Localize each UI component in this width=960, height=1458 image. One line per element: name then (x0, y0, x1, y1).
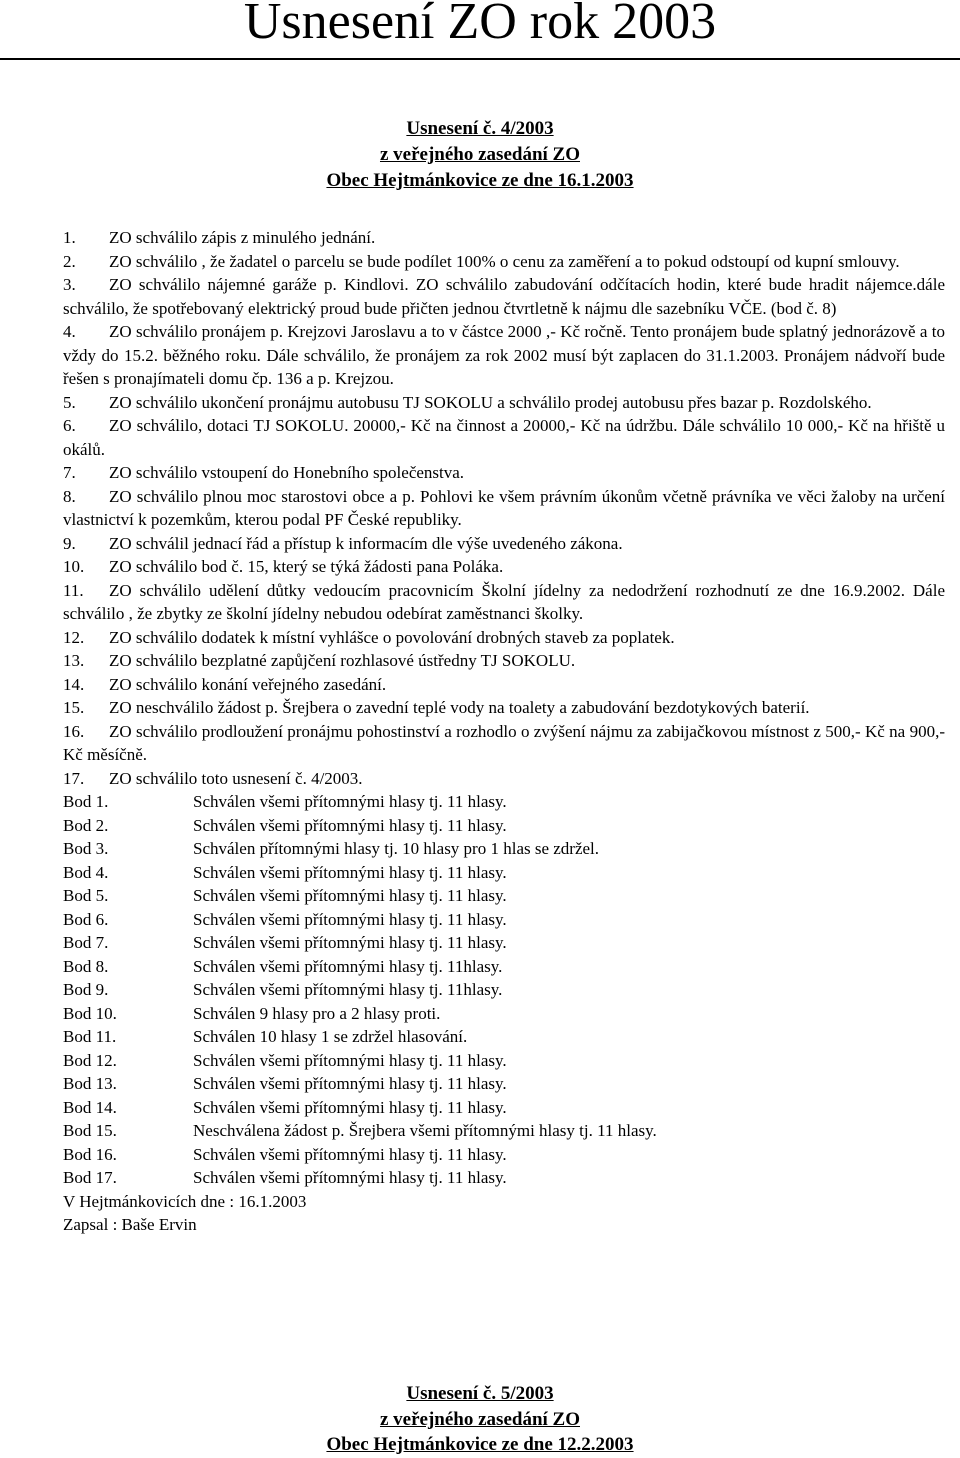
item-text: ZO schválilo vstoupení do Honebního společenstva. (109, 463, 465, 482)
resolution-item (63, 250, 945, 274)
resolution-item (63, 696, 945, 720)
vote-result: Schválen všemi přítomnými hlasy tj. 11 hlasy. (193, 862, 507, 882)
item-text: ZO schválilo pronájem p. Krejzovi Jaroslavu a to v částce 2000 ,- Kč ročně. Tento pronájem bude splatný jednorázově a to vždy do 15.2. běžného roku. Dále schválilo, že pronájem za rok 2002 musí být zaplacen do 31.1.2003. Pronájem nádvoří bude řešen s pronajímateli domu čp. 136 a p. Krejzou. (63, 322, 945, 388)
item-text: ZO schválilo prodloužení pronájmu pohostinství a rozhodlo o zvýšení nájmu za zabijačkovou místnost z 500,- Kč na 900,- Kč měsíčně. (63, 721, 945, 764)
vote-row (63, 1049, 945, 1073)
vote-bod: Bod 16. (63, 1144, 117, 1164)
resolution-item (63, 626, 945, 650)
meeting-date: Obec Hejtmánkovice ze dne 16.1.2003 (326, 170, 634, 191)
item-number: 4. (63, 322, 76, 341)
vote-results (63, 790, 945, 1190)
vote-row (63, 861, 945, 885)
vote-row (63, 1096, 945, 1120)
vote-result: Schválen 10 hlasy 1 se zdržel hlasování. (193, 1027, 468, 1046)
resolution-item (63, 320, 945, 391)
item-number: 10. (63, 557, 85, 576)
item-text: ZO schválil jednací řád a přístup k informacím dle výše uvedeného zákona. (109, 533, 623, 553)
vote-result: Schválen všemi přítomnými hlasy tj. 11 hlasy. (193, 1144, 507, 1164)
vote-row (63, 790, 945, 814)
vote-bod: Bod 17. (63, 1168, 117, 1187)
meeting-date: Obec Hejtmánkovice ze dne 12.2.2003 (326, 1434, 634, 1455)
resolution-item (63, 461, 945, 485)
vote-result: Schválen všemi přítomnými hlasy tj. 11 hlasy. (193, 1168, 507, 1187)
item-number: 3. (63, 275, 76, 294)
item-number: 2. (63, 251, 76, 271)
meeting-type: z veřejného zasedání ZO (379, 144, 580, 165)
resolution-item (63, 532, 945, 556)
item-number: 16. (63, 721, 85, 741)
vote-bod: Bod 3. (63, 839, 109, 858)
resolution-number: Usnesení č. 4/2003 (406, 118, 554, 139)
item-text: ZO schválilo bezplatné zapůjčení rozhlasové ústředny TJ SOKOLU. (109, 651, 576, 670)
item-text: ZO schválilo zápis z minulého jednání. (109, 228, 376, 247)
resolution-item (63, 673, 945, 697)
vote-bod: Bod 13. (63, 1074, 117, 1093)
vote-result: Schválen všemi přítomnými hlasy tj. 11 hlasy. (193, 792, 507, 811)
vote-result: Schválen všemi přítomnými hlasy tj. 11 hlasy. (193, 1050, 507, 1070)
item-text: ZO schválilo udělení důtky vedoucím pracovnicím Školní jídelny za nedodržení rozhodnutí ze dne 16.9.2002. Dále schválilo , že zbytky ze školní jídelny nebudou odebírat zaměstnanci školky. (63, 580, 945, 623)
resolution-item (63, 414, 945, 461)
vote-bod: Bod 14. (63, 1097, 117, 1117)
title-divider (0, 58, 960, 60)
resolution-body (63, 226, 945, 1237)
item-number: 5. (63, 392, 76, 412)
resolution-item (63, 555, 945, 579)
vote-row (63, 1025, 945, 1049)
item-text: ZO schválilo nájemné garáže p. Kindlovi. ZO schválilo zabudování odčítacích hodin, které bude hradit nájemce.dále schválilo, že spotřebovaný elektrický proud bude přičten jednou čtvrtletně k nájmu dle sazebníku VČE. (bod č. 8) (63, 275, 945, 318)
vote-result: Schválen přítomnými hlasy tj. 10 hlasy pro 1 hlas se zdržel. (193, 839, 600, 858)
vote-row (63, 814, 945, 838)
vote-row (63, 884, 945, 908)
vote-bod: Bod 10. (63, 1003, 117, 1023)
vote-row (63, 908, 945, 932)
vote-bod: Bod 1. (63, 792, 109, 811)
vote-bod: Bod 15. (63, 1121, 117, 1140)
vote-result: Schválen všemi přítomnými hlasy tj. 11hlasy. (193, 956, 503, 976)
item-text: ZO schválilo dodatek k místní vyhlášce o povolování drobných staveb za poplatek. (109, 627, 675, 647)
item-text: ZO schválilo, dotaci TJ SOKOLU. 20000,- Kč na činnost a 20000,- Kč na údržbu. Dále schválilo 10 000,- Kč na hřiště u okálů. (63, 416, 945, 459)
vote-result: Schválen všemi přítomnými hlasy tj. 11 hlasy. (193, 909, 507, 929)
vote-bod: Bod 5. (63, 886, 109, 905)
vote-result: Schválen všemi přítomnými hlasy tj. 11 hlasy. (193, 933, 507, 952)
page-title: Usnesení ZO rok 2003 (243, 0, 717, 50)
vote-bod: Bod 12. (63, 1050, 117, 1070)
vote-row (63, 1002, 945, 1026)
resolution-item (63, 649, 945, 673)
item-number: 11. (63, 580, 84, 600)
item-number: 8. (63, 486, 76, 506)
vote-row (63, 978, 945, 1002)
resolution-number: Usnesení č. 5/2003 (406, 1383, 554, 1404)
resolution-item (63, 391, 945, 415)
vote-row (63, 955, 945, 979)
item-number: 15. (63, 698, 85, 717)
vote-row (63, 1166, 945, 1190)
vote-row (63, 1143, 945, 1167)
resolution-item (63, 273, 945, 320)
resolution-item (63, 485, 945, 532)
vote-result: Schválen všemi přítomnými hlasy tj. 11 hlasy. (193, 815, 507, 835)
vote-bod: Bod 11. (63, 1027, 117, 1046)
vote-result: Schválen všemi přítomnými hlasy tj. 11 hlasy. (193, 886, 507, 905)
vote-result: Schválen všemi přítomnými hlasy tj. 11 hlasy. (193, 1074, 507, 1093)
item-number: 7. (63, 463, 76, 482)
item-text: ZO schválilo ukončení pronájmu autobusu TJ SOKOLU a schválilo prodej autobusu přes bazar p. Rozdolského. (109, 392, 872, 412)
vote-bod: Bod 4. (63, 862, 109, 882)
item-number: 13. (63, 651, 85, 670)
vote-result: Schválen všemi přítomnými hlasy tj. 11 hlasy. (193, 1097, 507, 1117)
vote-bod: Bod 7. (63, 933, 109, 952)
resolution-item (63, 226, 945, 250)
vote-bod: Bod 6. (63, 909, 109, 929)
vote-row (63, 837, 945, 861)
resolution-item (63, 579, 945, 626)
resolution-item (63, 720, 945, 767)
resolution-items (63, 226, 945, 790)
place-date: V Hejtmánkovicích dne : 16.1.2003 (63, 1191, 307, 1211)
vote-result: Neschválena žádost p. Šrejbera všemi přítomnými hlasy tj. 11 hlasy. (193, 1121, 657, 1140)
item-text: ZO schválilo toto usnesení č. 4/2003. (109, 768, 363, 788)
item-number: 12. (63, 627, 85, 647)
vote-bod: Bod 9. (63, 980, 109, 999)
item-number: 14. (63, 674, 85, 694)
item-text: ZO schválilo konání veřejného zasedání. (109, 674, 387, 694)
item-number: 17. (63, 768, 85, 788)
recorder: Zapsal : Baše Ervin (63, 1215, 197, 1234)
vote-bod: Bod 2. (63, 815, 109, 835)
vote-row (63, 1072, 945, 1096)
item-text: ZO schválilo , že žadatel o parcelu se bude podílet 100% o cenu za zaměření a to pokud odstoupí od kupní smlouvy. (109, 251, 900, 271)
item-number: 6. (63, 416, 76, 435)
vote-row (63, 931, 945, 955)
vote-result: Schválen všemi přítomnými hlasy tj. 11hlasy. (193, 980, 503, 999)
item-text: ZO schválilo plnou moc starostovi obce a p. Pohlovi ke všem právním úkonům včetně právníka ve věci žaloby na určení vlastnictví k pozemkům, kterou podal PF České republiky. (63, 486, 945, 529)
vote-bod: Bod 8. (63, 956, 109, 976)
item-number: 1. (63, 228, 76, 247)
vote-result: Schválen 9 hlasy pro a 2 hlasy proti. (193, 1003, 441, 1023)
item-text: ZO neschválilo žádost p. Šrejbera o zavední teplé vody na toalety a zabudování bezdotykových baterií. (109, 698, 810, 717)
meeting-type: z veřejného zasedání ZO (379, 1409, 580, 1430)
item-text: ZO schválilo bod č. 15, který se týká žádosti pana Poláka. (109, 557, 504, 576)
vote-row (63, 1119, 945, 1143)
item-number: 9. (63, 533, 76, 553)
resolution-item (63, 767, 945, 791)
